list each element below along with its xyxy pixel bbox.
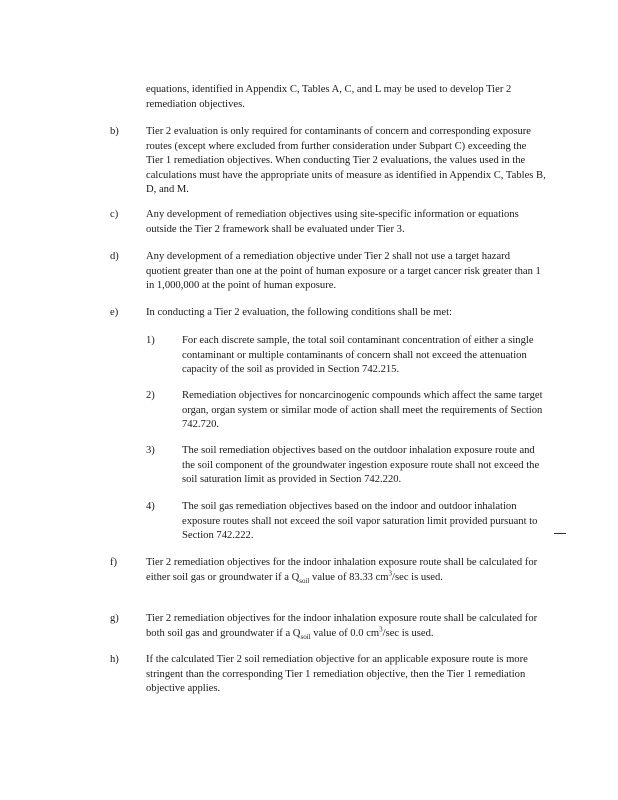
item-label: f) <box>110 557 118 568</box>
item-text: Tier 2 evaluation is only required for contaminants of concern and corresponding exposure routes (except where excluded from further consideration under Subpart C) exceeding the Tier 1 remediation objectives. When conducting Tier 2 evaluations, the values used in the calculations must have the appropriate units of measure as identified in Appendix C, Tables B, D, and M. <box>146 126 546 196</box>
subitem-text: The soil gas remediation objectives based on the indoor and outdoor inhalation exposure routes shall not exceed the soil vapor saturation limit provided pursuant to Section 742.222. <box>182 501 538 542</box>
q-subscript: soil <box>299 576 310 585</box>
subitem-text: Remediation objectives for noncarcinogenic compounds which affect the same target organ, organ system or similar mode of action shall meet the requirements of Section 742.720. <box>182 390 543 431</box>
unit-superscript: 3 <box>379 625 383 634</box>
unit-superscript: 3 <box>388 569 393 578</box>
subitem-label: 2) <box>146 390 155 401</box>
item-label: g) <box>110 613 119 624</box>
subitem-text: For each discrete sample, the total soil contaminant concentration of either a single contaminant or multiple contaminants of concern shall not exceed the attenuation capacity of the soil as provided in Section 742.215. <box>182 335 534 376</box>
subitem-text: The soil remediation objectives based on the outdoor inhalation exposure route and the soil component of the groundwater ingestion exposure route shall not exceed the soil saturation limit as provided in Section 742.220. <box>182 445 540 486</box>
margin-dash <box>554 533 566 534</box>
item-label: b) <box>110 126 119 137</box>
subitem-label: 3) <box>146 445 155 456</box>
item-text: Any development of a remediation objective under Tier 2 shall not use a target hazard quotient greater than one at the point of human exposure or a target cancer risk greater than 1 in 1,000,000 at the point of human exposure. <box>146 251 541 292</box>
intro-paragraph: equations, identified in Appendix C, Tables A, C, and L may be used to develop Tier 2 remediation objectives. <box>146 84 512 110</box>
item-text: If the calculated Tier 2 soil remediation objective for an applicable exposure route is more stringent than the corresponding Tier 1 remediation objective, then the Tier 1 remediation objective applies. <box>146 654 528 695</box>
subitem-label: 4) <box>146 501 155 512</box>
q-subscript: soil <box>300 632 311 641</box>
item-text: Tier 2 remediation objectives for the indoor inhalation exposure route shall be calculated for both soil gas and groundwater if a $Q_{soil}$ value of 0.0 $cm^3/\sec$ is used. <box>146 613 538 641</box>
item-label: e) <box>110 307 119 318</box>
item-text: Tier 2 remediation objectives for the indoor inhalation exposure route shall be calculated for either soil gas or groundwater if a $Q_{soil}$ value of 83.33 $cm^3/\sec$ is used. <box>146 557 538 585</box>
item-text: In conducting a Tier 2 evaluation, the following conditions shall be met: <box>146 307 452 318</box>
item-label: c) <box>110 209 119 220</box>
subitem-label: 1) <box>146 335 155 346</box>
item-label: d) <box>110 251 119 262</box>
item-label: h) <box>110 654 119 665</box>
item-text: Any development of remediation objectives using site-specific information or equations outside the Tier 2 framework shall be evaluated under Tier 3. <box>146 209 519 235</box>
